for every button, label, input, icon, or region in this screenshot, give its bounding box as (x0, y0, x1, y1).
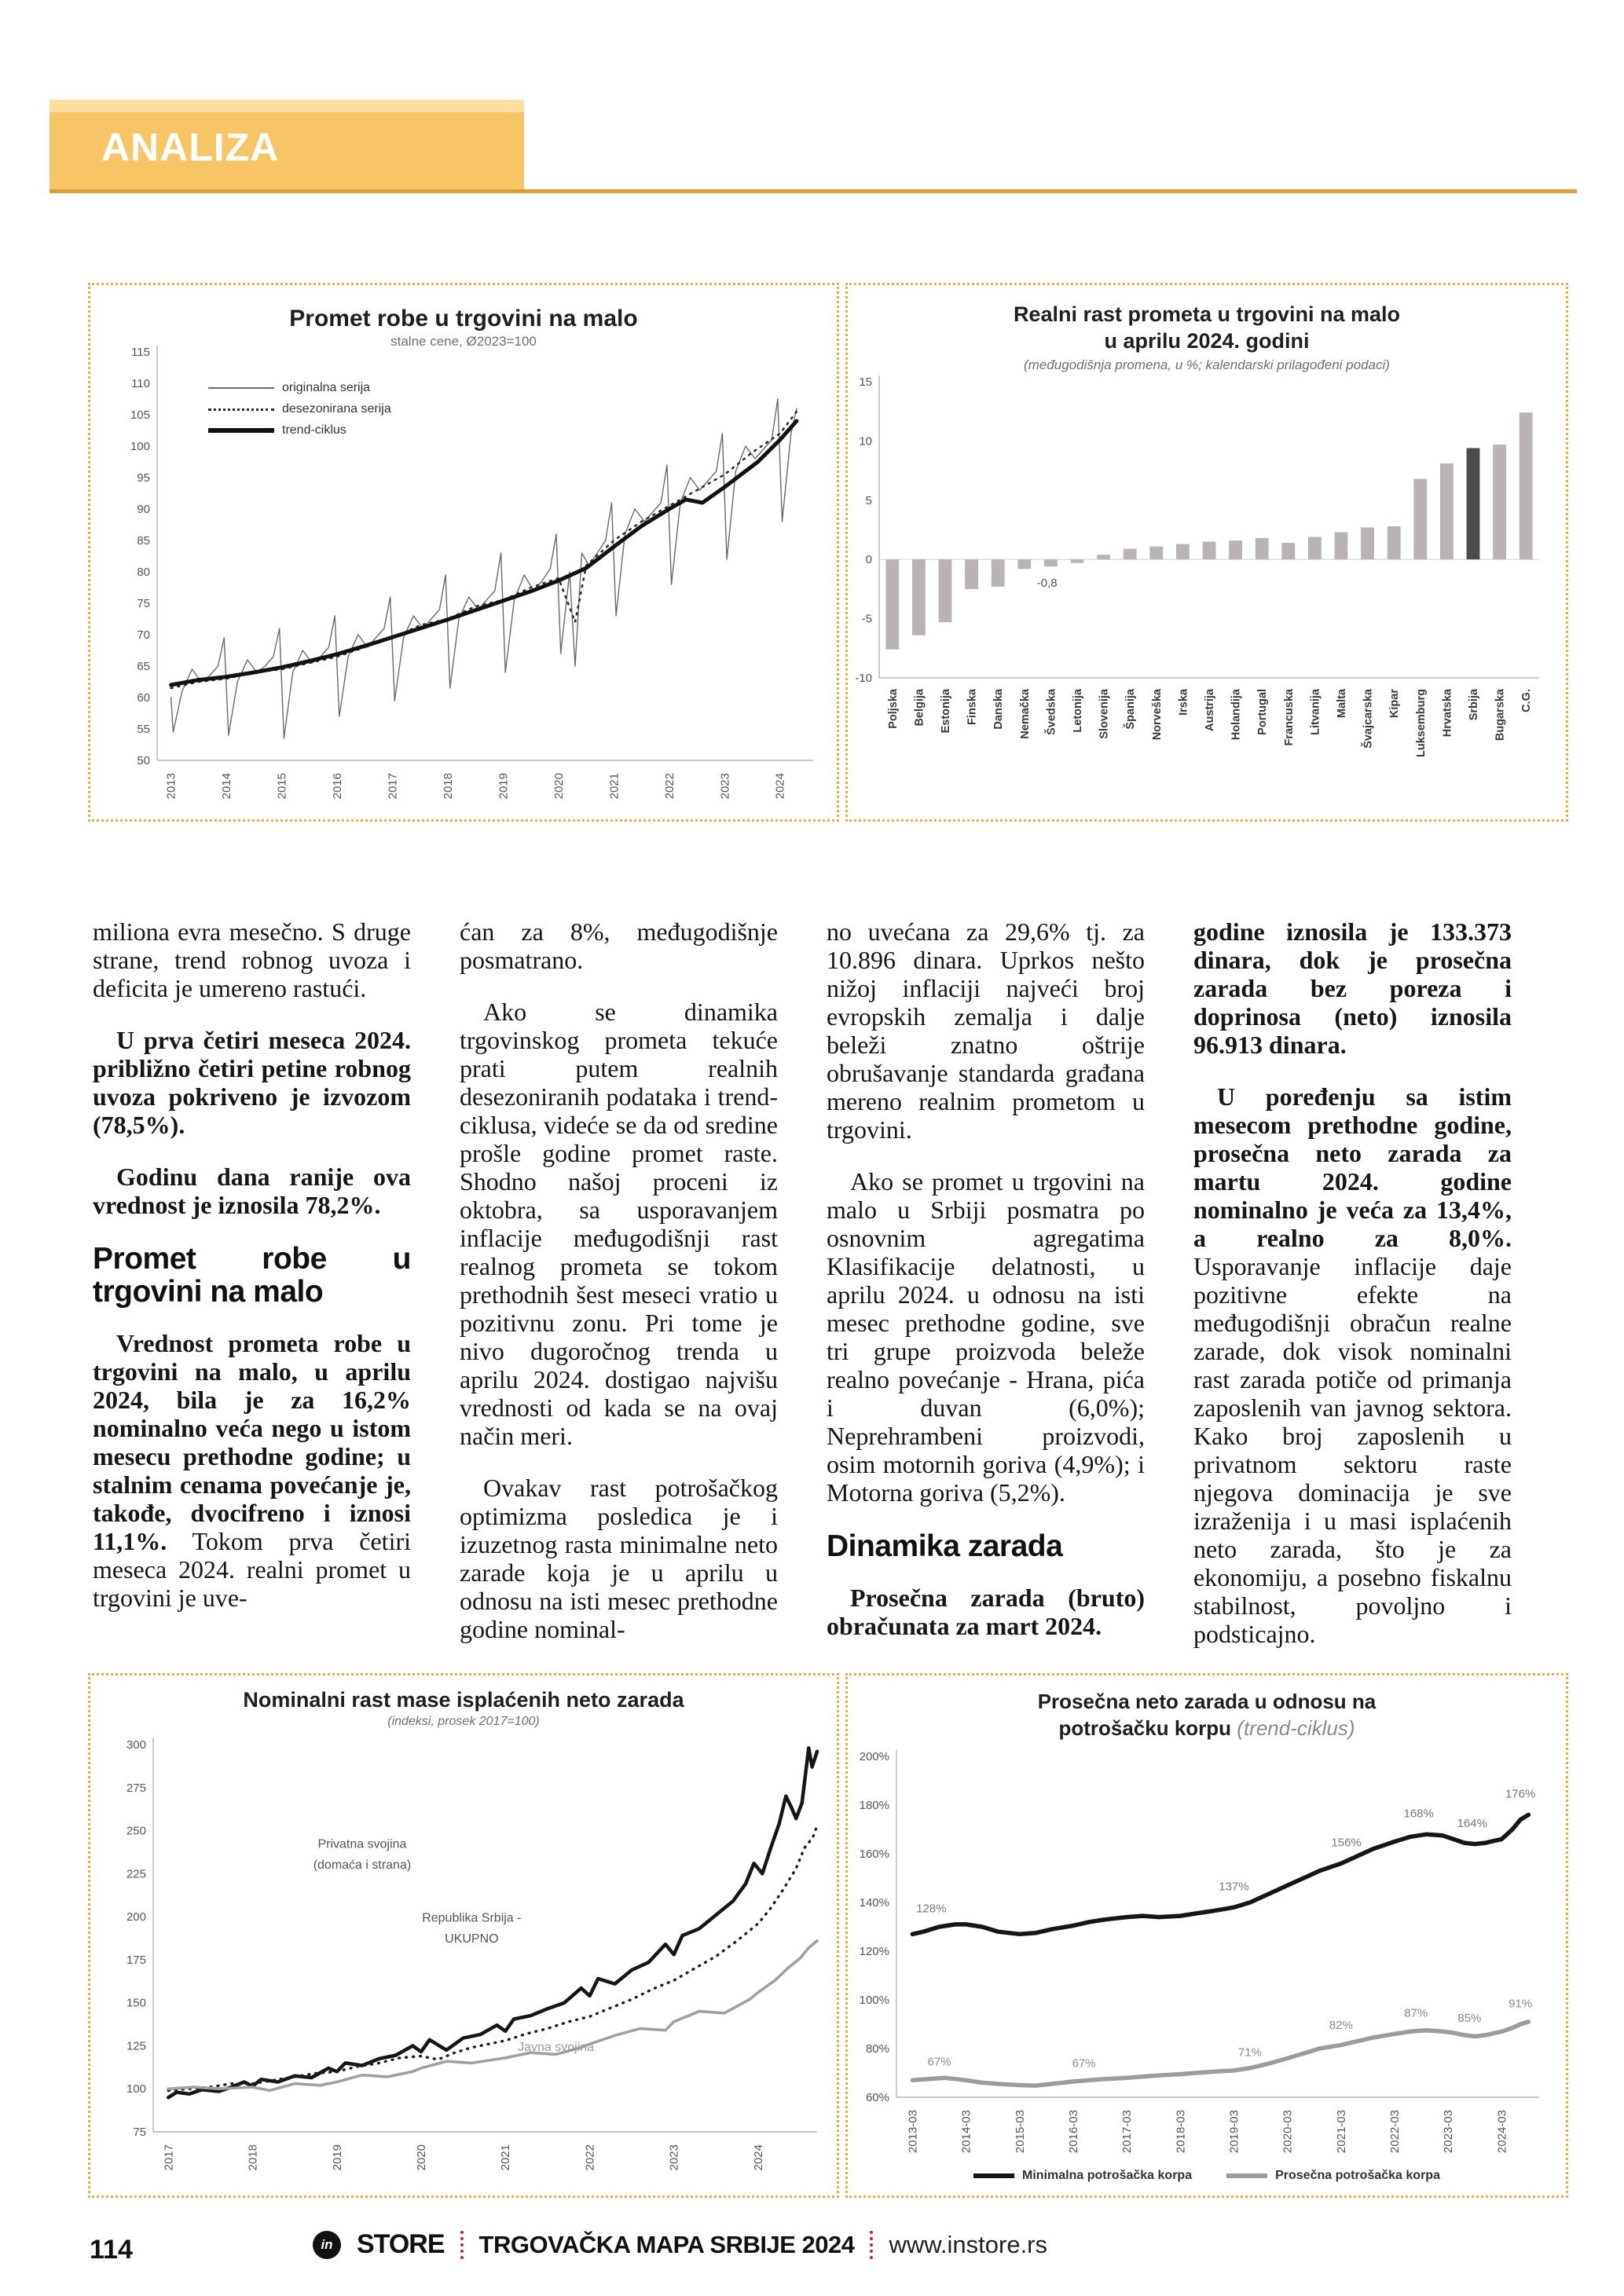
x-tick-label: 2014-03 (959, 2110, 973, 2154)
x-tick-label: 2020 (552, 773, 566, 800)
bar-Nemačka (1017, 559, 1031, 569)
paragraph-run-bold: U prva četiri meseca 2024. približno četiri petine robnog uvoza pokriveno je izvozom (78,5%). (93, 1026, 411, 1139)
x-tick-label: 2022 (662, 773, 676, 800)
x-tick-label: 2014 (220, 773, 234, 800)
series-line (168, 1825, 817, 2090)
chart-title-line1: Realni rast prometa u trgovini na malo (1013, 302, 1401, 326)
x-tick-label: 2022-03 (1388, 2110, 1402, 2154)
bar-Danska (992, 559, 1005, 587)
y-tick-label: 70 (137, 628, 150, 642)
series-line (912, 1814, 1528, 1934)
bar-Švajcarska (1361, 527, 1374, 559)
x-tick-label: 2018 (441, 773, 455, 800)
x-tick-label: 2019-03 (1227, 2110, 1241, 2154)
bar-Estonija (939, 559, 952, 622)
bar-Finska (965, 559, 978, 589)
x-tick-label: 2017-03 (1120, 2110, 1135, 2154)
footer (313, 2229, 1047, 2260)
bar-Belgija (912, 559, 926, 635)
x-tick-label: 2019 (497, 773, 511, 800)
category-label: Luksemburg (1414, 689, 1428, 758)
series-line (171, 412, 797, 688)
bar-Luksemburg (1413, 479, 1427, 560)
article-column (93, 917, 411, 1672)
y-tick-label: 160% (859, 1847, 889, 1861)
chart-wage-vs-consumer-basket (845, 1673, 1568, 2198)
legend-label: Minimalna potrošačka korpa (1022, 2169, 1193, 2182)
chart-annotation: 67% (1072, 2056, 1096, 2071)
legend-label: Prosečna potrošačka korpa (1275, 2169, 1440, 2182)
x-tick-label: 2013 (164, 773, 178, 800)
x-tick-label: 2022 (583, 2144, 597, 2171)
article-paragraph (1193, 1082, 1512, 1648)
chart-annotation: 176% (1505, 1787, 1536, 1801)
category-label: Litvanija (1309, 689, 1322, 735)
paragraph-run-bold: godine iznosila je 133.373 dinara, dok je prosečna zarada bez poreza i doprinosa (neto) iznosila 96.913 dinara. (1193, 917, 1512, 1059)
y-tick-label: 250 (126, 1824, 146, 1838)
chart-legend (848, 2169, 1566, 2183)
y-tick-label: 105 (130, 408, 150, 422)
chart-annotation: 71% (1237, 2045, 1262, 2060)
y-tick-label: 80 (137, 566, 150, 579)
y-tick-label: 175 (126, 1953, 146, 1967)
y-tick-label: 85 (137, 534, 150, 547)
category-label: Letonija (1072, 689, 1084, 733)
line-chart-canvas (90, 285, 832, 815)
chart-annotation: (domaća i strana) (313, 1858, 412, 1872)
chart-subtitle: (međugodišnja promena, u %; kalendarski prilagođeni podaci) (1024, 357, 1390, 372)
y-tick-label: -10 (855, 672, 872, 685)
y-tick-label: 5 (865, 493, 872, 507)
y-tick-label: 100 (126, 2082, 146, 2096)
x-tick-label: 2015 (275, 773, 289, 800)
chart-annotation: 82% (1329, 2019, 1353, 2033)
category-label: Švajcarska (1362, 689, 1375, 749)
article-paragraph (93, 1026, 411, 1139)
y-tick-label: 60% (865, 2091, 889, 2104)
series-line (171, 421, 797, 685)
y-tick-label: 180% (859, 1799, 889, 1812)
x-tick-label: 2024 (751, 2144, 765, 2171)
paragraph-run: miliona evra mesečno. S druge strane, trend robnog uvoza i deficita je umereno rastući. (93, 917, 411, 1002)
y-tick-label: 225 (126, 1867, 146, 1881)
thin-line-swatch-icon (208, 387, 274, 389)
chart-subtitle: (indeksi, prosek 2017=100) (387, 1715, 540, 1728)
bar-Litvanija (1308, 537, 1322, 560)
paragraph-run: Tokom prva četiri meseca 2024. realni promet u trgovini je uve- (93, 1527, 411, 1612)
chart-annotation: 128% (916, 1902, 947, 1916)
chart-annotation: UKUPNO (445, 1932, 499, 1946)
y-tick-label: 100 (130, 440, 150, 453)
y-tick-label: 200 (126, 1910, 146, 1924)
category-label: Finska (966, 689, 979, 725)
chart-annotation: 91% (1509, 1997, 1533, 2011)
category-label: Francuska (1282, 689, 1296, 746)
paragraph-run-bold: U poređenju sa istim mesecom prethodne godine, prosečna neto zarada za martu 2024. godine nominalno je veća za 13,4%, a realno za 8,0%. (1193, 1082, 1512, 1252)
category-label: Nemačka (1018, 689, 1032, 739)
category-label: C.G. (1520, 689, 1534, 712)
y-tick-label: 15 (859, 375, 872, 389)
category-label: Belgija (913, 689, 926, 727)
x-tick-label: 2021-03 (1334, 2110, 1348, 2154)
legend-label: trend-ciklus (282, 423, 346, 437)
footer-website: www.instore.rs (889, 2230, 1047, 2258)
y-tick-label: 60 (137, 691, 150, 705)
x-tick-label: 2015-03 (1013, 2110, 1027, 2154)
bar-Poljska (885, 559, 899, 650)
legend-label: originalna serija (282, 381, 371, 394)
dotted-line-swatch-icon (208, 408, 274, 411)
category-label: Španija (1124, 689, 1138, 730)
x-tick-label: 2017 (162, 2144, 176, 2171)
line-chart-canvas (90, 1675, 832, 2191)
paragraph-run: Ovakav rast potrošačkog optimizma posledica je i izuzetnog rasta minimalne neto zarade koja je u aprilu u odnosu na isti mesec prethodne godine nominal- (460, 1474, 778, 1643)
paragraph-run: Ako se promet u trgovini na malo u Srbiji posmatra po osnovnim agregatima Klasifikacije delatnosti, u aprilu 2024. u odnosu na isti mesec prethodne godine, sve tri grupe proizvoda beleže realno povećanje - Hrana, pića i duvan (6,0%); Neprehrambeni proizvodi, osim motornih goriva (4,9%); i Motorna goriva (5,2%). (827, 1167, 1145, 1507)
category-label: Norveška (1150, 689, 1164, 741)
article-paragraph (93, 917, 411, 1002)
x-tick-label: 2021 (607, 773, 621, 800)
legend-item (208, 423, 391, 438)
y-tick-label: 140% (859, 1896, 889, 1910)
article-paragraph (460, 998, 778, 1450)
paragraph-run-bold: Vrednost prometa robe u trgovini na malo, u aprilu 2024, bila je za 16,2% nominalno veća nego u istom mesecu prethodne godine; u stalnim cenama povećanje je, takođe, dvocifreno i iznosi 11,1%. (93, 1329, 411, 1555)
y-tick-label: -5 (861, 612, 872, 626)
chart-annotation: 156% (1331, 1836, 1362, 1850)
x-tick-label: 2016 (331, 773, 345, 800)
paragraph-run: Usporavanje inflacije daje pozitivne efekte na međugodišnji obračun realne zarade, dok visok nominalni rast zarada potiče od primanja zaposlenih van javnog sektora. Kako broj zaposlenih u privatnom sektoru raste njegova dominacija je sve izraženija i u masi isplaćenih neto zarada, što je za ekonomiju, a posebno fiskalnu stabilnost, povoljno i podsticajno. (1193, 1252, 1512, 1648)
y-tick-label: 120% (859, 1945, 889, 1958)
paragraph-run-bold: Prosečna zarada (bruto) obračunata za mart 2024. (827, 1584, 1145, 1640)
legend-item (208, 381, 391, 395)
article-paragraph (460, 1474, 778, 1643)
chart-title-italic: (trend-ciklus) (1237, 1716, 1355, 1740)
article-paragraph (460, 917, 778, 974)
x-tick-label: 2024-03 (1495, 2110, 1509, 2154)
bar-Slovenija (1097, 555, 1110, 559)
y-tick-label: 275 (126, 1781, 146, 1795)
line-chart-canvas (848, 1675, 1561, 2191)
chart-annotation: 137% (1219, 1880, 1249, 1894)
y-tick-label: 300 (126, 1738, 146, 1752)
article-paragraph (827, 1584, 1145, 1640)
series-line (912, 2022, 1528, 2085)
x-tick-label: 2017 (386, 773, 400, 800)
footer-section-title: TRGOVAČKA MAPA SRBIJE 2024 (478, 2230, 855, 2258)
article-columns (93, 917, 1532, 1672)
y-tick-label: 95 (137, 471, 150, 485)
category-label: Kipar (1388, 689, 1402, 719)
bar-Srbija (1467, 448, 1480, 559)
article-column (827, 917, 1145, 1672)
y-tick-label: 115 (131, 346, 150, 359)
article-paragraph (93, 1329, 411, 1612)
chart-annotation: 67% (927, 2055, 951, 2069)
x-tick-label: 2020 (415, 2144, 429, 2171)
category-label: Estonija (940, 689, 952, 734)
article-column (460, 917, 778, 1672)
chart-title-line2: u aprilu 2024. godini (1104, 329, 1310, 353)
chart-title: Promet robe u trgovini na malo (289, 306, 638, 331)
paragraph-run: Ako se dinamika trgovinskog prometa tekuće prati putem realnih desezoniranih podataka i trend-ciklusa, videće se da od sredine prošle godine promet raste. Shodno našoj proceni iz oktobra, sa usporavanjem inflacije međugodišnji rast realnog prometa se tokom prethodnih šest meseci vratio u pozitivnu zonu. Pri tome je nivo dugoročnog trenda u aprilu 2024. dostigao najvišu vrednosti od kada se na ovaj način meri. (460, 998, 778, 1450)
category-label: Portugal (1256, 689, 1270, 735)
x-tick-label: 2018-03 (1174, 2110, 1188, 2154)
bar-Letonija (1071, 559, 1084, 563)
x-tick-label: 2020-03 (1281, 2110, 1295, 2154)
category-label: Danska (992, 689, 1006, 730)
y-tick-label: 0 (865, 553, 872, 567)
article-paragraph (827, 1167, 1145, 1507)
chart-legend (208, 381, 391, 438)
paragraph-run-bold: Godinu dana ranije ova vrednost je iznosila 78,2%. (93, 1163, 411, 1219)
y-tick-label: 200% (859, 1750, 889, 1763)
article-heading: Dinamika zarada (827, 1529, 1063, 1563)
y-tick-label: 80% (865, 2042, 889, 2056)
black-line-swatch-icon (973, 2173, 1014, 2178)
chart-annotation: 85% (1457, 2011, 1482, 2025)
chart-title: Nominalni rast mase isplaćenih neto zarada (243, 1688, 684, 1712)
chart-annotation: Republika Srbija - (422, 1911, 522, 1925)
footer-separator (870, 2231, 873, 2259)
instore-logo-icon: in (313, 2231, 341, 2259)
chart-annotation: Privatna svojina (317, 1837, 407, 1851)
x-tick-label: 2019 (330, 2144, 344, 2171)
legend-item (208, 402, 391, 416)
section-header-band (49, 100, 524, 190)
footer-brand: STORE (357, 2229, 445, 2259)
x-tick-label: 2024 (773, 773, 787, 800)
y-tick-label: 50 (137, 754, 150, 767)
bar-Bugarska (1493, 445, 1506, 559)
x-tick-label: 2023 (718, 773, 732, 800)
series-line (168, 1941, 817, 2091)
bar-Holandija (1229, 540, 1242, 559)
y-tick-label: 90 (137, 503, 150, 516)
bar-Hrvatska (1440, 463, 1454, 559)
bar-Irska (1176, 544, 1190, 560)
chart-annotation: 164% (1457, 1816, 1487, 1830)
gray-line-swatch-icon (1226, 2173, 1267, 2178)
chart-annotation: 168% (1403, 1807, 1434, 1821)
chart-net-wage-mass-index (88, 1673, 839, 2198)
x-tick-label: 2023 (667, 2144, 681, 2171)
category-label: Malta (1336, 689, 1348, 719)
chart-title-line1: Prosečna neto zarada u odnosu na (1037, 1690, 1377, 1713)
chart-title-bold: potrošačku korpu (1058, 1716, 1237, 1740)
article-heading: Promet robe u trgovini na malo (93, 1242, 411, 1309)
category-label: Poljska (886, 689, 900, 729)
section-header-title: ANALIZA (101, 124, 280, 169)
y-tick-label: 125 (126, 2039, 146, 2053)
y-tick-label: 55 (137, 723, 150, 736)
category-label: Bugarska (1494, 689, 1507, 742)
bar-annotation: -0,8 (1036, 576, 1058, 590)
chart-real-retail-growth-by-country (845, 283, 1568, 822)
chart-annotation: Javna svojina (518, 2041, 595, 2055)
category-label: Holandija (1230, 689, 1243, 741)
x-tick-label: 2016-03 (1066, 2110, 1080, 2154)
bar-Francuska (1281, 543, 1295, 559)
paragraph-run: no uvećana za 29,6% tj. za 10.896 dinara. Uprkos nešto nižoj inflaciji najveći broj evropskih zemalja i dalje beleži znatno oštrije obrušavanje standarda građana mereno realnim prometom u trgovini. (827, 917, 1145, 1144)
thick-line-swatch-icon (208, 428, 274, 433)
legend-item (973, 2169, 1192, 2183)
paragraph-run: ćan za 8%, međugodišnje posmatrano. (460, 917, 778, 974)
y-tick-label: 150 (126, 1996, 146, 2010)
bar-chart-canvas (848, 285, 1561, 815)
bar-Austrija (1203, 542, 1216, 560)
y-tick-label: 100% (859, 1994, 889, 2007)
article-paragraph (827, 917, 1145, 1144)
y-tick-label: 10 (859, 434, 872, 449)
bar-C.G. (1520, 412, 1533, 559)
chart-annotation: 87% (1404, 2006, 1428, 2020)
bar-Španija (1124, 549, 1137, 560)
bar-Portugal (1256, 538, 1269, 559)
footer-page-number: 114 (90, 2235, 133, 2265)
legend-label: desezonirana serija (282, 402, 391, 416)
category-label: Srbija (1468, 689, 1480, 721)
x-tick-label: 2013-03 (906, 2110, 920, 2154)
y-tick-label: 75 (137, 597, 150, 610)
category-label: Hrvatska (1441, 689, 1454, 738)
category-label: Slovenija (1098, 689, 1111, 739)
y-tick-label: 110 (131, 377, 150, 390)
category-label: Švedska (1045, 689, 1058, 735)
chart-retail-turnover-index (88, 283, 839, 822)
legend-item (1226, 2169, 1440, 2183)
bar-Švedska (1044, 559, 1058, 566)
bar-Kipar (1388, 526, 1401, 559)
bar-Malta (1335, 533, 1348, 560)
article-paragraph (93, 1163, 411, 1219)
bar-Norveška (1149, 547, 1163, 560)
chart-subtitle: stalne cene, Ø2023=100 (390, 334, 537, 349)
footer-separator (460, 2231, 464, 2259)
x-tick-label: 2018 (246, 2144, 260, 2171)
y-tick-label: 75 (133, 2126, 146, 2139)
category-label: Irska (1177, 689, 1190, 716)
y-tick-label: 65 (137, 660, 150, 673)
category-label: Austrija (1204, 689, 1216, 731)
series-line (171, 399, 797, 738)
x-tick-label: 2023-03 (1442, 2110, 1456, 2154)
x-tick-label: 2021 (499, 2144, 513, 2171)
article-paragraph (1193, 917, 1512, 1059)
article-column (1193, 917, 1512, 1672)
header-rule (49, 189, 1577, 193)
